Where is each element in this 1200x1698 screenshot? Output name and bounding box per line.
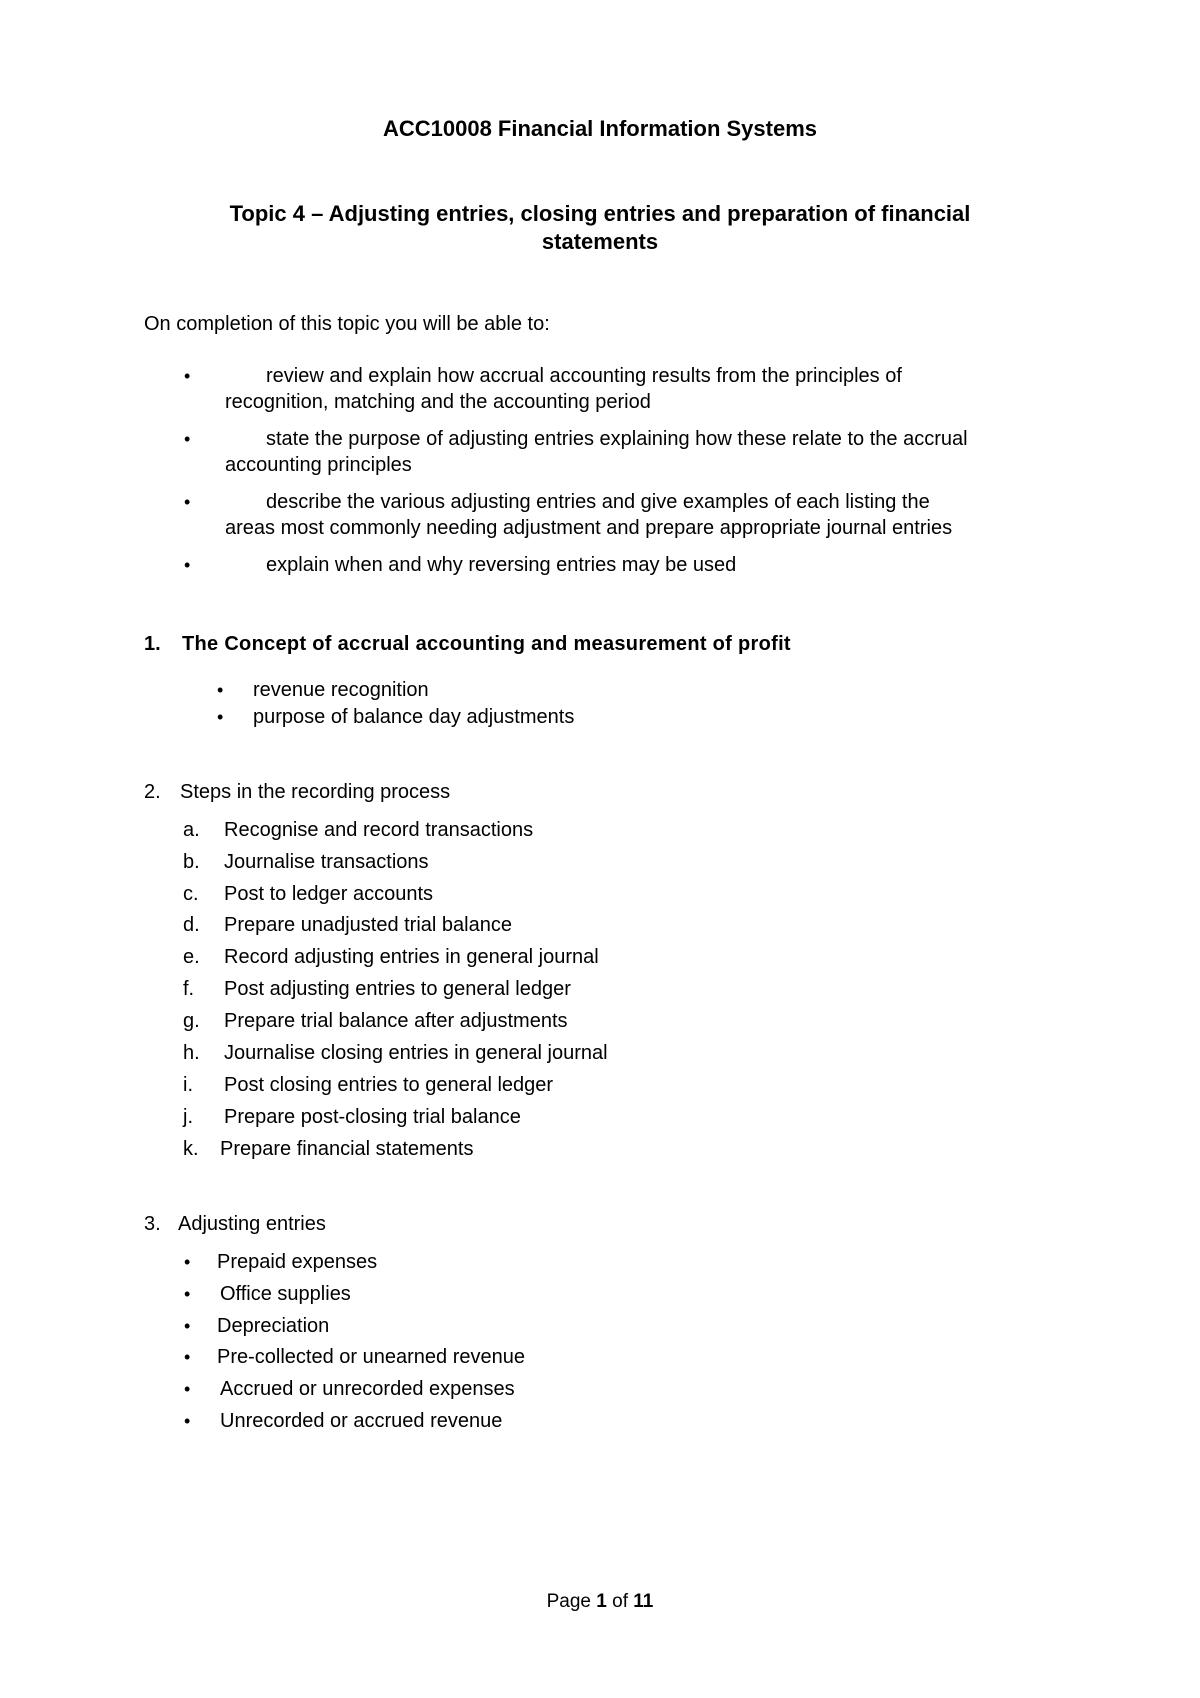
- step-text: Recognise and record transactions: [224, 819, 534, 841]
- step-letter: k.: [183, 1138, 199, 1160]
- step-text: Post closing entries to general ledger: [224, 1074, 554, 1096]
- topic-heading-line1: Topic 4 – Adjusting entries, closing entries and preparation of financial: [229, 201, 971, 226]
- bullet-icon: •: [184, 429, 191, 449]
- bullet-icon: •: [184, 1379, 191, 1399]
- section-3-item: Unrecorded or accrued revenue: [220, 1410, 503, 1432]
- bullet-icon: •: [217, 680, 224, 700]
- bullet-icon: •: [184, 1347, 191, 1367]
- bullet-icon: •: [184, 1284, 191, 1304]
- bullet-icon: •: [184, 1411, 191, 1431]
- bullet-icon: •: [184, 366, 191, 386]
- bullet-icon: •: [184, 1252, 191, 1272]
- bullet-icon: •: [184, 555, 191, 575]
- step-letter: c.: [183, 883, 199, 905]
- objective-1-line1: review and explain how accrual accounting results from the principles of: [266, 365, 902, 387]
- section-2-number: 2.: [144, 781, 161, 803]
- step-text: Journalise closing entries in general journal: [224, 1042, 608, 1064]
- objective-3-line1: describe the various adjusting entries and give examples of each listing the: [266, 491, 930, 513]
- section-1-item: revenue recognition: [253, 679, 429, 701]
- footer-of: of: [612, 1591, 628, 1612]
- step-text: Journalise transactions: [224, 851, 429, 873]
- topic-heading-line2: statements: [541, 229, 659, 254]
- step-text: Record adjusting entries in general journal: [224, 946, 599, 968]
- objective-2-line2: accounting principles: [225, 454, 412, 476]
- section-2-heading: Steps in the recording process: [180, 781, 451, 803]
- section-3-item: Prepaid expenses: [217, 1251, 378, 1273]
- section-3-number: 3.: [144, 1213, 161, 1235]
- objective-4-line1: explain when and why reversing entries may be used: [266, 554, 737, 576]
- step-letter: d.: [183, 914, 200, 936]
- bullet-icon: •: [184, 492, 191, 512]
- step-letter: a.: [183, 819, 200, 841]
- step-letter: j.: [183, 1106, 193, 1128]
- step-text: Prepare trial balance after adjustments: [224, 1010, 568, 1032]
- intro-text: On completion of this topic you will be able to:: [144, 313, 550, 335]
- step-text: Prepare post-closing trial balance: [224, 1106, 521, 1128]
- section-1-heading: The Concept of accrual accounting and measurement of profit: [182, 633, 791, 655]
- document-title: ACC10008 Financial Information Systems: [382, 116, 818, 141]
- step-letter: f.: [183, 978, 195, 1000]
- footer-total-pages: 11: [633, 1591, 654, 1612]
- step-letter: h.: [183, 1042, 200, 1064]
- bullet-icon: •: [217, 707, 224, 727]
- section-3-item: Accrued or unrecorded expenses: [220, 1378, 515, 1400]
- step-letter: b.: [183, 851, 200, 873]
- step-text: Post adjusting entries to general ledger: [224, 978, 571, 1000]
- section-3-item: Office supplies: [220, 1283, 351, 1305]
- objective-3-line2: areas most commonly needing adjustment and prepare appropriate journal entries: [225, 517, 953, 539]
- section-3-heading: Adjusting entries: [178, 1213, 326, 1235]
- step-letter: e.: [183, 946, 200, 968]
- step-letter: i.: [183, 1074, 193, 1096]
- footer-current-page: 1: [596, 1591, 607, 1612]
- section-1-number: 1.: [144, 633, 161, 655]
- bullet-icon: •: [184, 1316, 191, 1336]
- step-text: Prepare unadjusted trial balance: [224, 914, 512, 936]
- objective-1-line2: recognition, matching and the accounting period: [225, 391, 651, 413]
- step-letter: g.: [183, 1010, 200, 1032]
- step-text: Prepare financial statements: [220, 1138, 474, 1160]
- step-text: Post to ledger accounts: [224, 883, 434, 905]
- page-footer: [0, 1592, 1200, 1611]
- objective-2-line1: state the purpose of adjusting entries explaining how these relate to the accrual: [266, 428, 968, 450]
- section-3-item: Pre-collected or unearned revenue: [217, 1346, 525, 1368]
- footer-prefix: Page: [546, 1591, 591, 1612]
- section-3-item: Depreciation: [217, 1315, 330, 1337]
- section-1-item: purpose of balance day adjustments: [253, 706, 575, 728]
